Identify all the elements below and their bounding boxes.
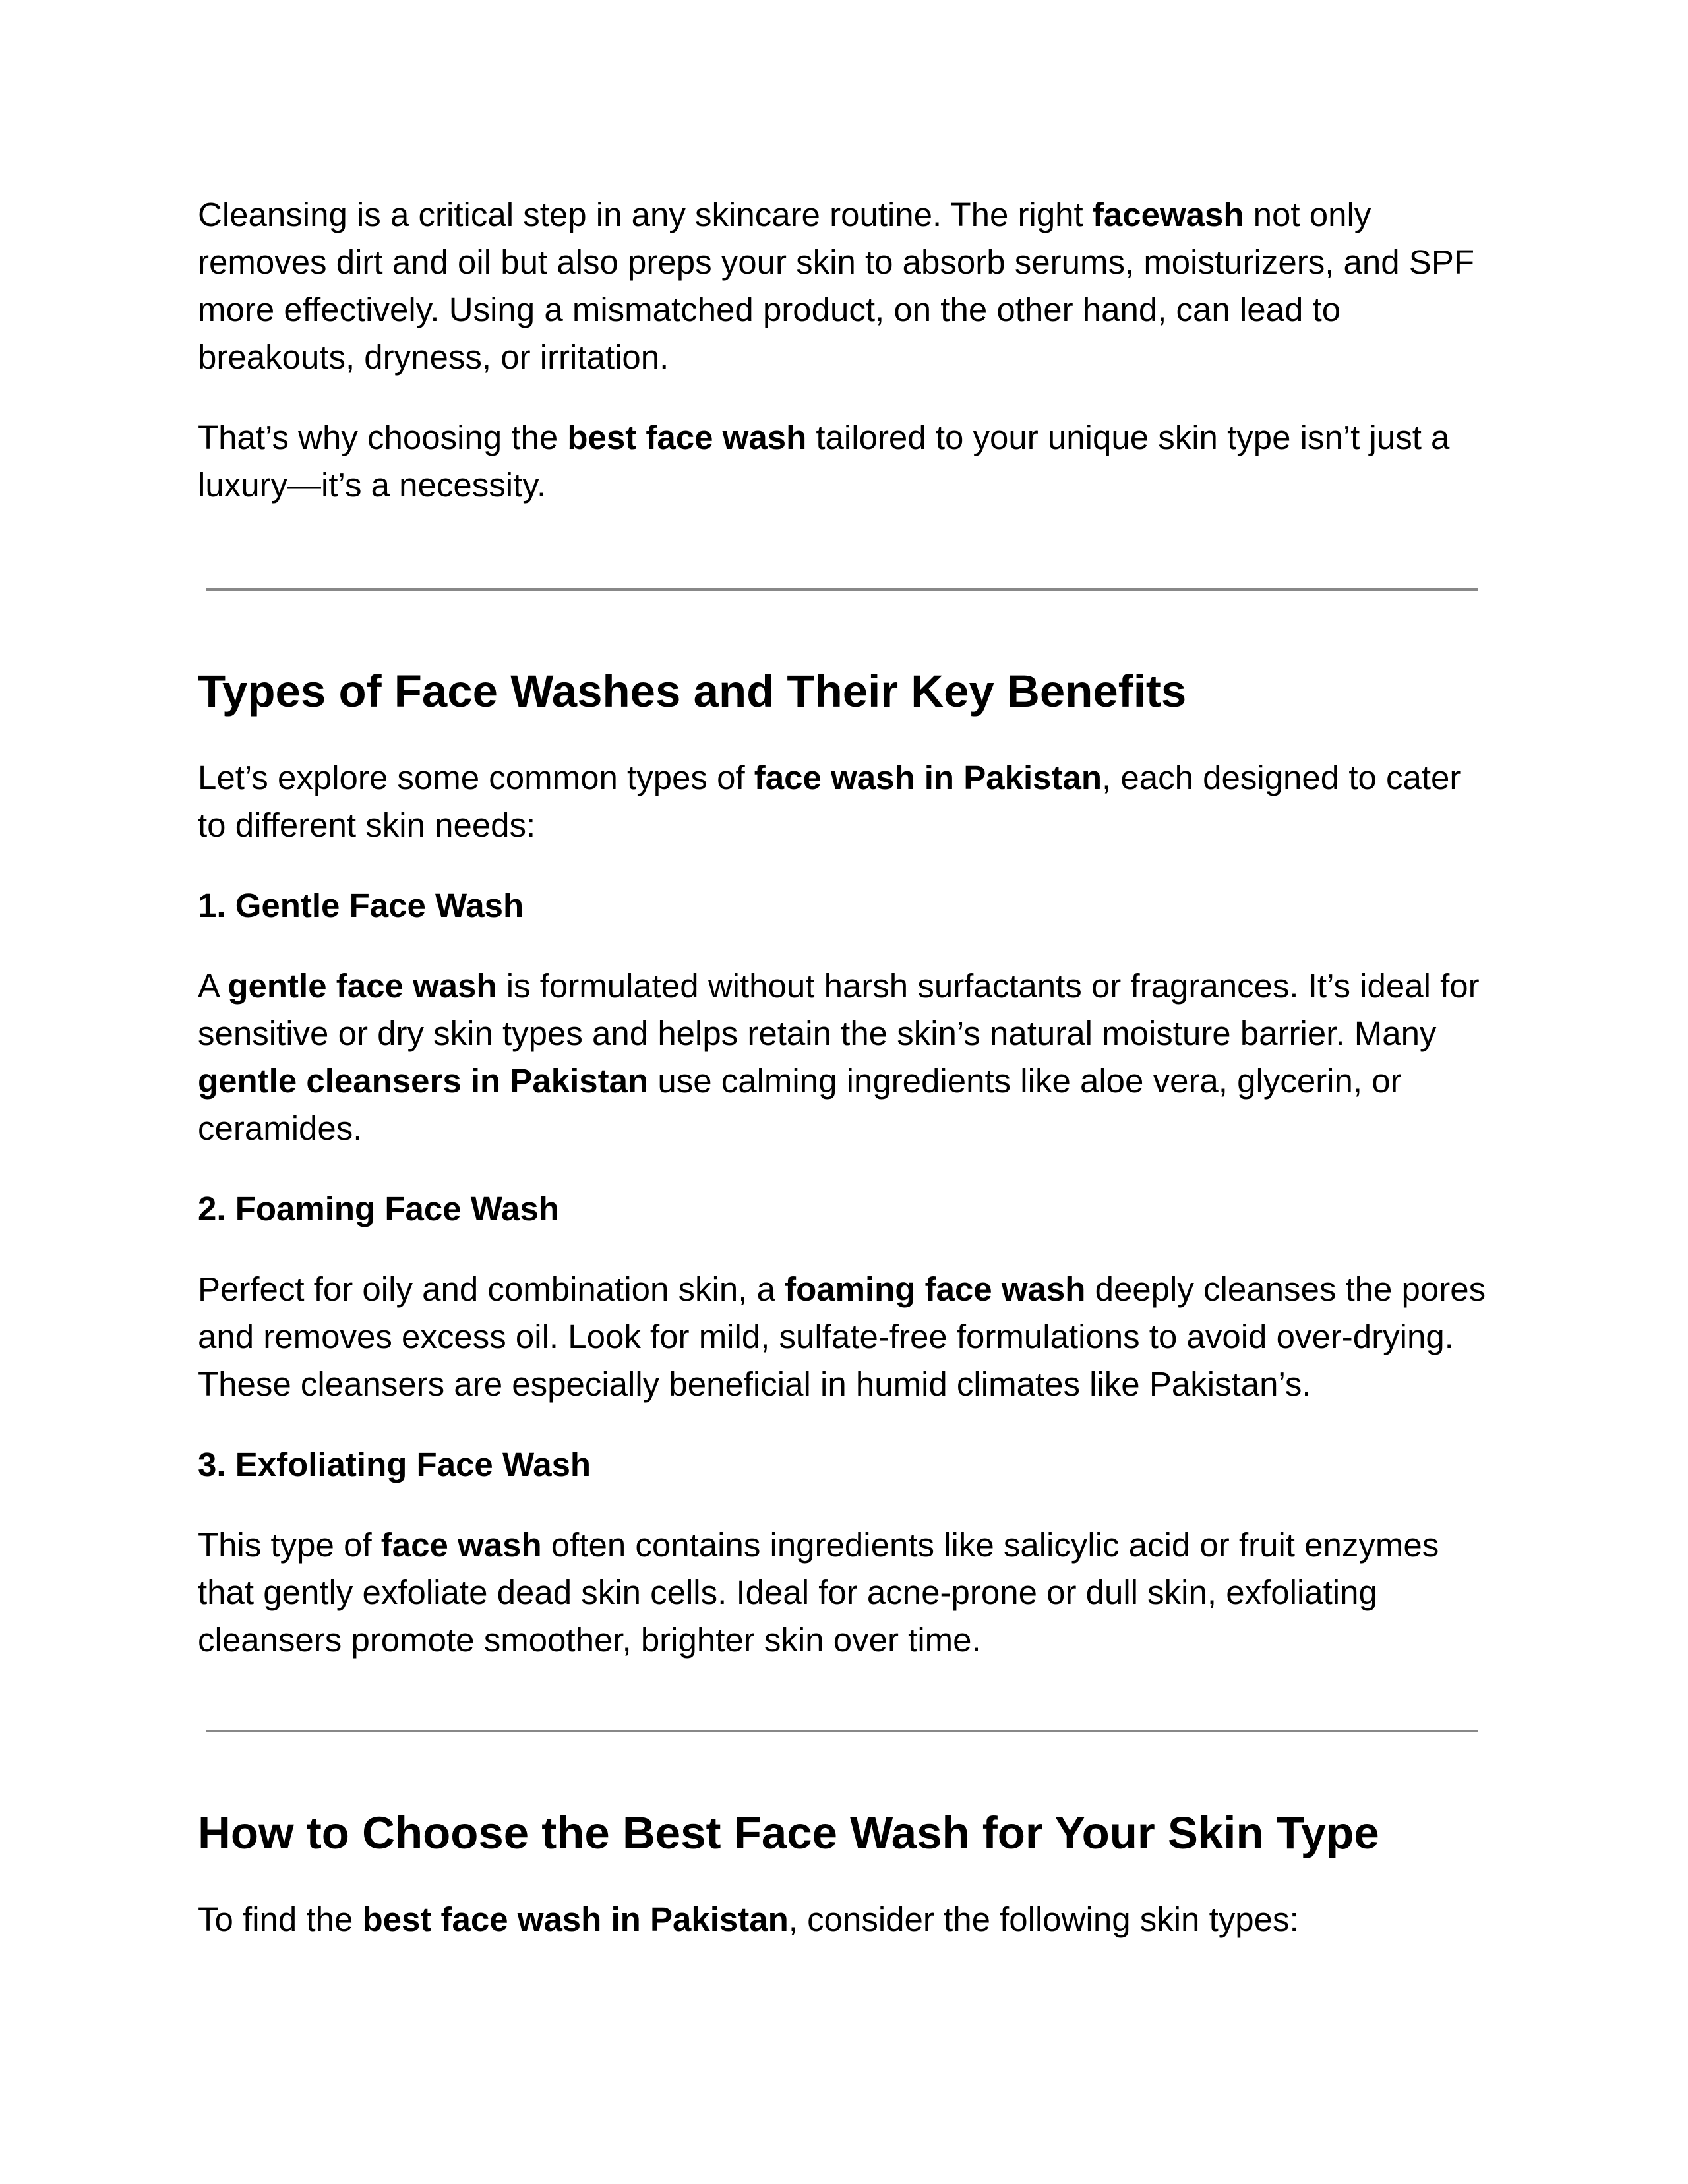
bold-face-wash: face wash [380, 1526, 542, 1564]
section-divider-1 [206, 588, 1478, 591]
bold-gentle-face-wash: gentle face wash [227, 967, 497, 1005]
bold-best-face-wash-in-pakistan: best face wash in Pakistan [362, 1901, 789, 1938]
exfoliating-paragraph: This type of face wash often contains ingredients like salicylic acid or fruit enzymes that gently exfoliate dead skin cells. Ideal for acne-prone or dull skin, exfoliating cleansers promote smoother, brighter skin over time. [198, 1526, 1439, 1659]
foaming-paragraph: Perfect for oily and combination skin, a foaming face wash deeply cleanses the pores and removes excess oil. Look for mild, sulfate-free formulations to avoid over-drying. These cleansers are especially beneficial in humid climates like Pakistan’s. [198, 1270, 1486, 1403]
bold-gentle-cleansers: gentle cleansers in Pakistan [198, 1062, 649, 1100]
subheading-foaming: 2. Foaming Face Wash [198, 1190, 559, 1227]
section-title-how-to-choose: How to Choose the Best Face Wash for Your Skin Type [198, 1808, 1379, 1858]
intro-paragraph-1: Cleansing is a critical step in any skincare routine. The right facewash not only removes dirt and oil but also preps your skin to absorb serums, moisturizers, and SPF more effectively. Using a mismatched product, on the other hand, can lead to breakouts, dryness, or irritation. [198, 196, 1474, 376]
section-divider-2 [206, 1730, 1478, 1732]
bold-best-face-wash: best face wash [567, 419, 807, 456]
bold-face-wash-in-pakistan: face wash in Pakistan [754, 759, 1102, 796]
types-intro-paragraph: Let’s explore some common types of face wash in Pakistan, each designed to cater to different skin needs: [198, 759, 1461, 844]
intro-paragraph-2: That’s why choosing the best face wash tailored to your unique skin type isn’t just a luxury—it’s a necessity. [198, 419, 1450, 504]
subheading-exfoliating: 3. Exfoliating Face Wash [198, 1446, 591, 1483]
gentle-paragraph: A gentle face wash is formulated without harsh surfactants or fragrances. It’s ideal for sensitive or dry skin types and helps retain the skin’s natural moisture barrier. Many gentle cleansers in Pakistan use calming ingredients like aloe vera, glycerin, or ceramides. [198, 967, 1480, 1147]
bold-facewash: facewash [1092, 196, 1244, 233]
section-title-types: Types of Face Washes and Their Key Benefits [198, 666, 1187, 717]
bold-foaming-face-wash: foaming face wash [785, 1270, 1086, 1308]
choose-intro-paragraph: To find the best face wash in Pakistan, consider the following skin types: [198, 1901, 1299, 1938]
article-body [198, 191, 1490, 1976]
subheading-gentle: 1. Gentle Face Wash [198, 887, 524, 924]
